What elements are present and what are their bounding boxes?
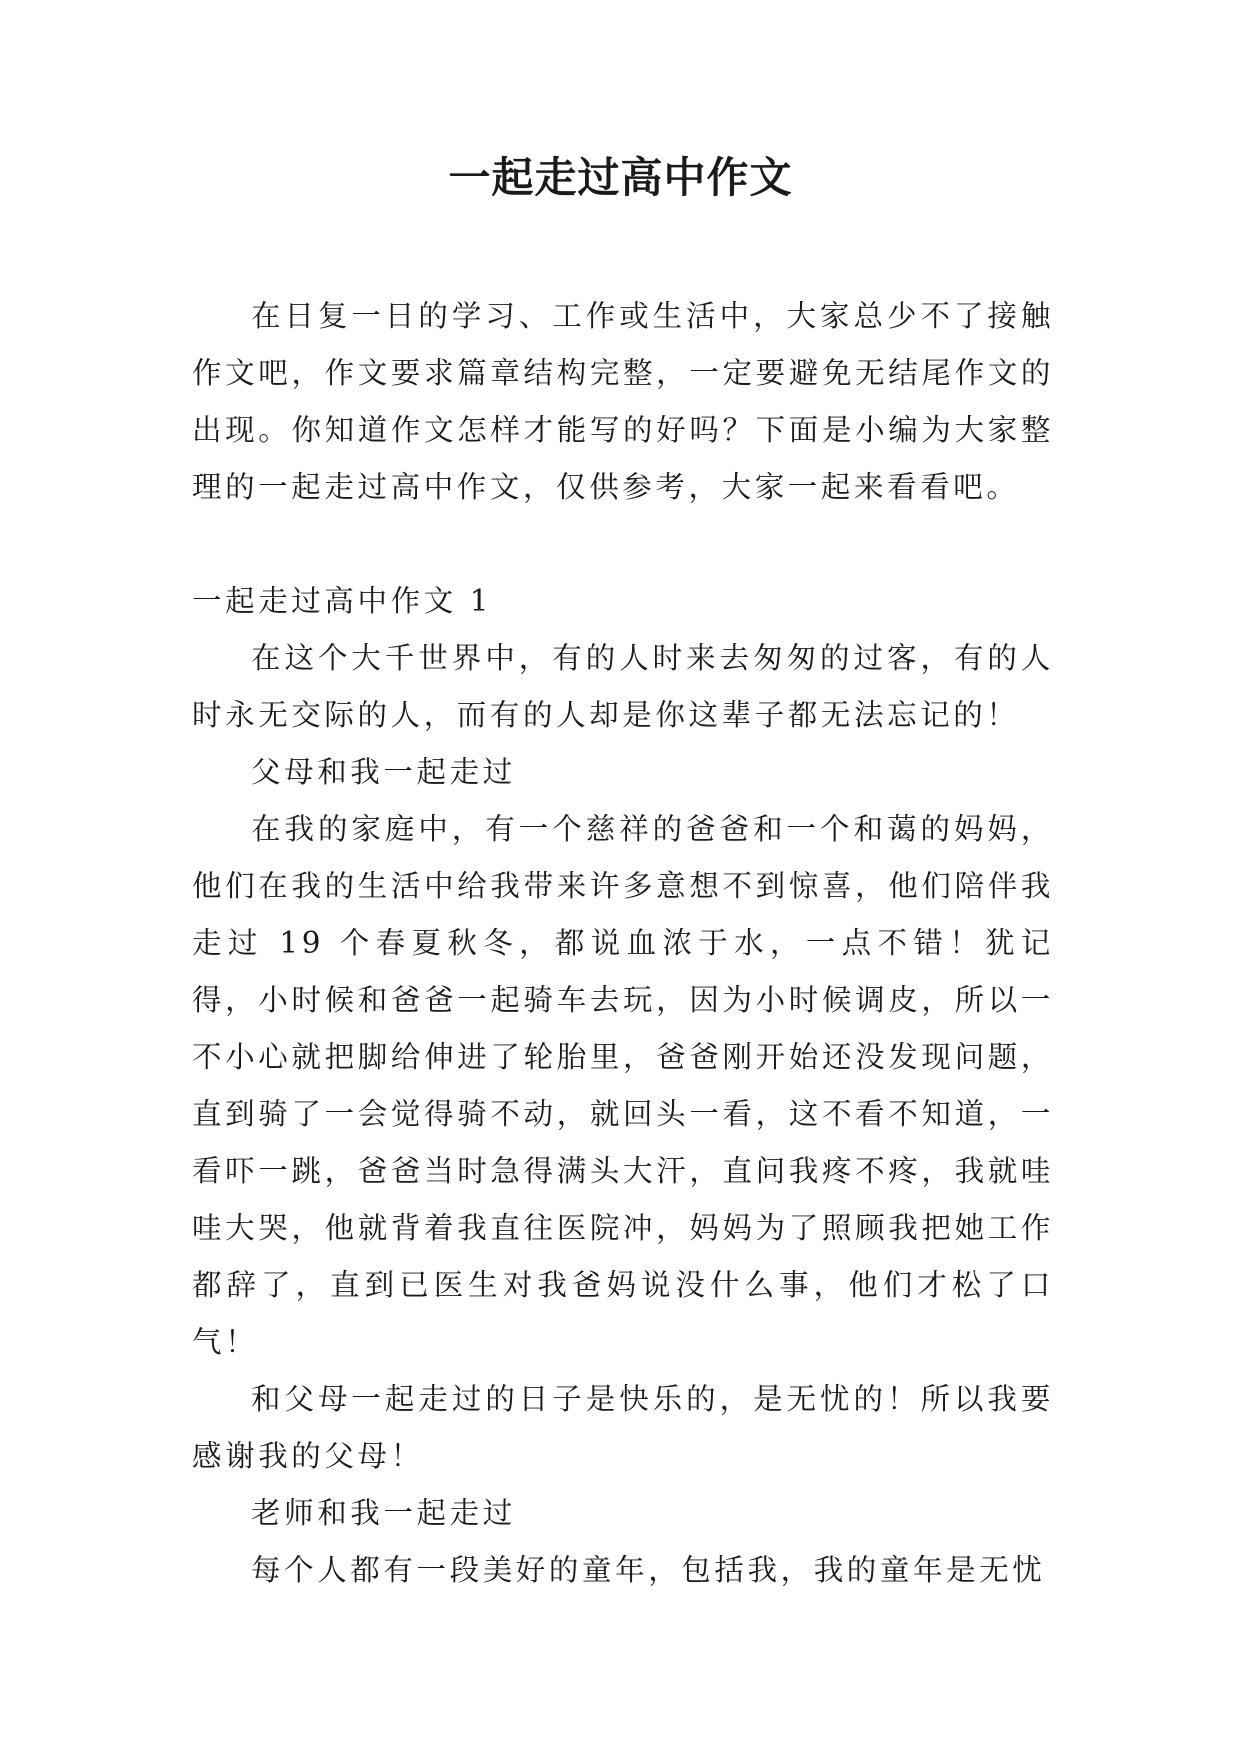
body-paragraph: 和父母一起走过的日子是快乐的，是无忧的！所以我要感谢我的父母！ xyxy=(192,1382,1054,1473)
body-paragraph: 每个人都有一段美好的童年，包括我，我的童年是无忧 xyxy=(251,1553,1046,1587)
subheading-teacher: 老师和我一起走过 xyxy=(251,1496,516,1530)
document-body xyxy=(192,288,1054,1599)
intro-paragraph: 在日复一日的学习、工作或生活中，大家总少不了接触作文吧，作文要求篇章结构完整，一定要避免无结尾作文的出现。你知道作文怎样才能写的好吗？下面是小编为大家整理的一起走过高中作文，仅供参考，大家一起来看看吧。 xyxy=(192,299,1054,504)
body-paragraph: 在这个大千世界中，有的人时来去匆匆的过客，有的人时永无交际的人，而有的人却是你这辈子都无法忘记的！ xyxy=(192,641,1054,732)
document-title: 一起走过高中作文 xyxy=(448,153,793,202)
paragraph-spacer xyxy=(192,516,1054,573)
subheading-parents: 父母和我一起走过 xyxy=(251,755,516,789)
section-heading: 一起走过高中作文 1 xyxy=(192,584,493,618)
body-paragraph: 在我的家庭中，有一个慈祥的爸爸和一个和蔼的妈妈，他们在我的生活中给我带来许多意想不到惊喜，他们陪伴我走过 19 个春夏秋冬，都说血浓于水，一点不错！犹记得，小时候和爸爸一起骑车去玩，因为小时候调皮，所以一不小心就把脚给伸进了轮胎里，爸爸刚开始还没发现问题，直到骑了一会觉得骑不动，就回头一看，这不看不知道，一看吓一跳，爸爸当时急得满头大汗，直问我疼不疼，我就哇哇大哭，他就背着我直往医院冲，妈妈为了照顾我把她工作都辞了，直到已医生对我爸妈说没什么事，他们才松了口气！ xyxy=(192,812,1054,1359)
